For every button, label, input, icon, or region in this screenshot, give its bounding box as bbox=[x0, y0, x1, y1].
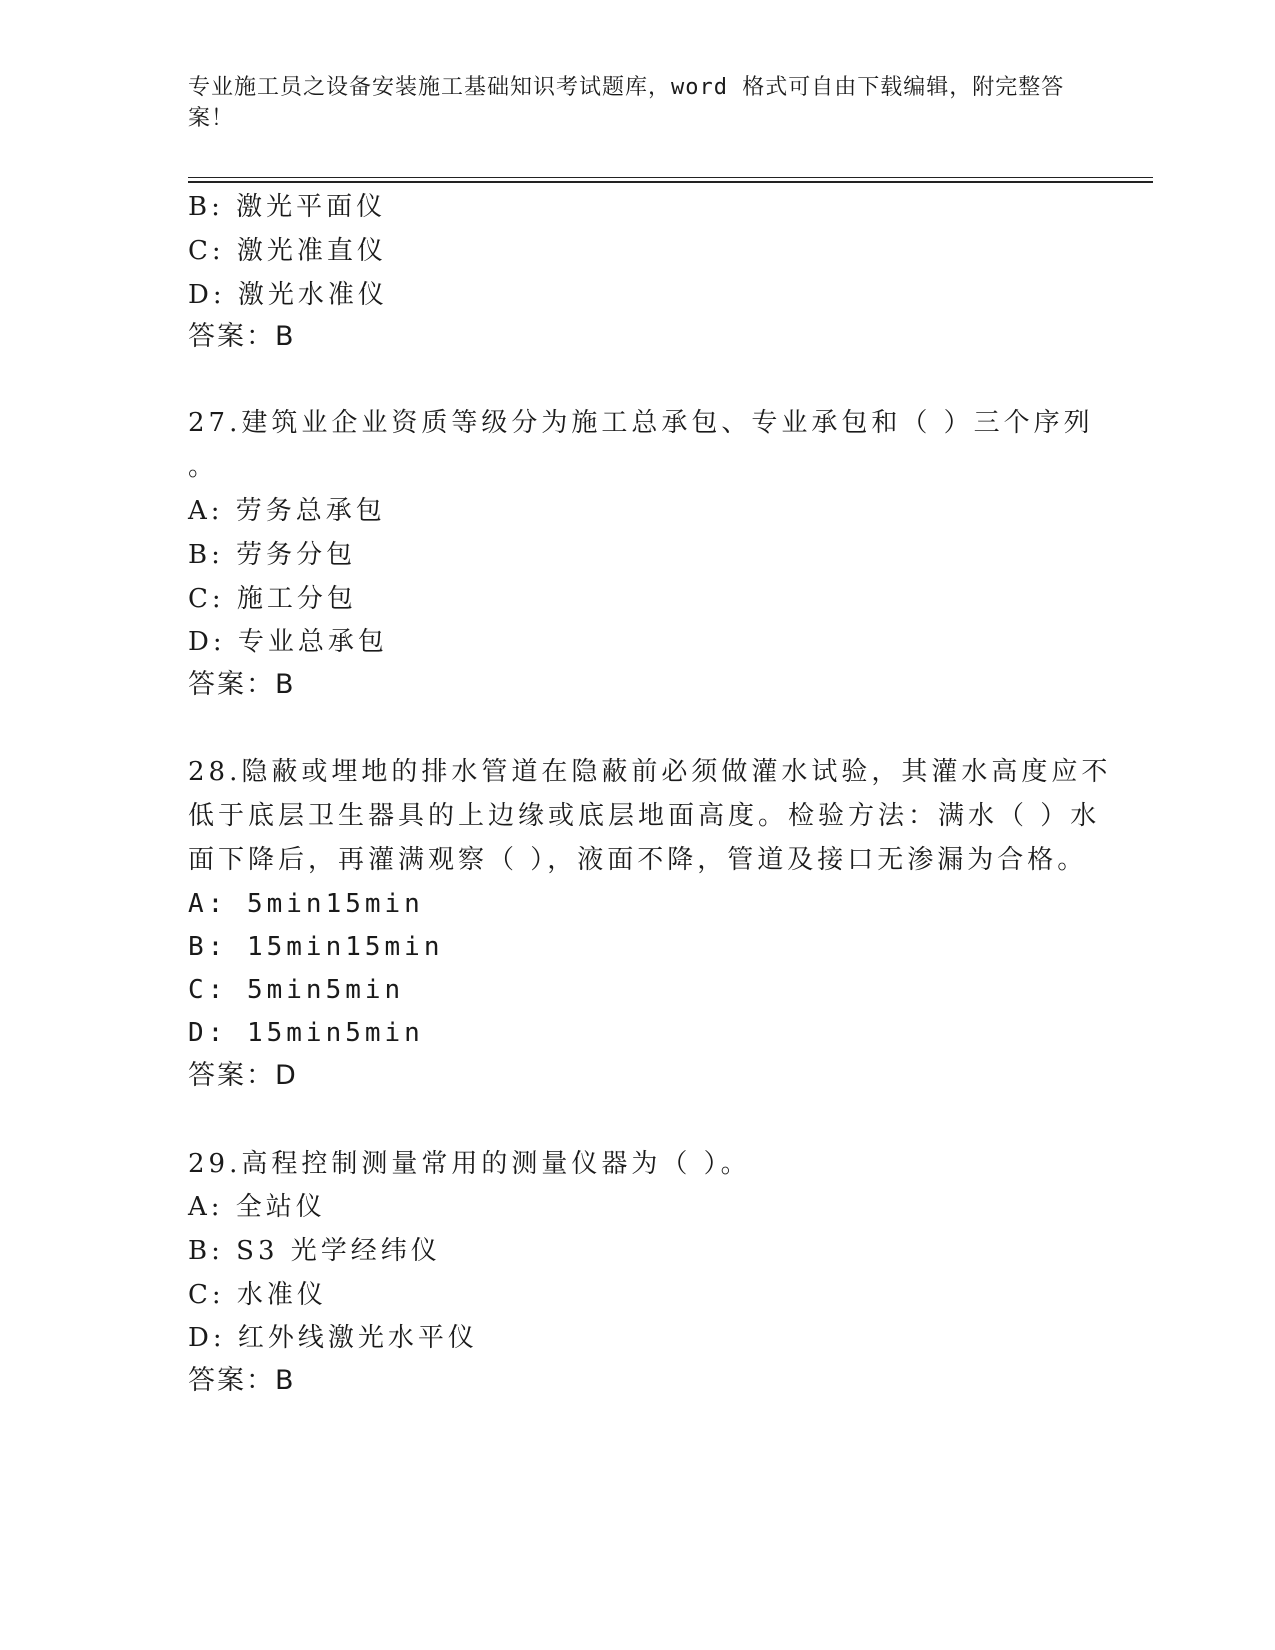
header-rule-thick bbox=[188, 181, 1153, 183]
q29-option-c: C: 水准仪 bbox=[188, 1280, 327, 1310]
header-rule-thin bbox=[188, 177, 1153, 178]
q28-option-d: D: 15min5min bbox=[188, 1018, 424, 1048]
q27-stem-line-1: 27.建筑业企业资质等级分为施工总承包、专业承包和（ ）三个序列 bbox=[188, 408, 1094, 438]
q28-stem-line-2: 低于底层卫生器具的上边缘或底层地面高度。检验方法：满水（ ）水 bbox=[188, 801, 1101, 831]
q28-option-a: A: 5min15min bbox=[188, 889, 424, 919]
q27-option-a: A: 劳务总承包 bbox=[188, 496, 386, 526]
q29-option-d: D: 红外线激光水平仪 bbox=[188, 1323, 478, 1353]
q28-option-c: C: 5min5min bbox=[188, 975, 405, 1005]
q26-option-d: D: 激光水准仪 bbox=[188, 280, 388, 310]
q27-answer: 答案：B bbox=[188, 669, 296, 700]
q26-answer: 答案：B bbox=[188, 321, 296, 352]
q27-option-c: C: 施工分包 bbox=[188, 584, 357, 614]
q28-option-b: B: 15min15min bbox=[188, 932, 444, 962]
q29-answer: 答案：B bbox=[188, 1365, 296, 1396]
q29-stem-line-1: 29.高程控制测量常用的测量仪器为（ ）。 bbox=[188, 1149, 751, 1179]
q29-option-b: B: S3 光学经纬仪 bbox=[188, 1236, 441, 1266]
q26-option-b: B: 激光平面仪 bbox=[188, 192, 387, 222]
q29-option-a: A: 全站仪 bbox=[188, 1192, 326, 1222]
q26-option-c: C: 激光准直仪 bbox=[188, 236, 387, 266]
q28-stem-line-1: 28.隐蔽或埋地的排水管道在隐蔽前必须做灌水试验，其灌水高度应不 bbox=[188, 757, 1112, 787]
q27-option-b: B: 劳务分包 bbox=[188, 540, 357, 570]
q28-stem-line-3: 面下降后，再灌满观察（ ），液面不降，管道及接口无渗漏为合格。 bbox=[188, 845, 1088, 875]
q27-option-d: D: 专业总承包 bbox=[188, 627, 388, 657]
document-header: 专业施工员之设备安装施工基础知识考试题库，word 格式可自由下载编辑，附完整答案！ bbox=[188, 75, 1065, 131]
q27-stem-line-2: 。 bbox=[188, 452, 219, 482]
q28-answer: 答案：D bbox=[188, 1060, 298, 1091]
